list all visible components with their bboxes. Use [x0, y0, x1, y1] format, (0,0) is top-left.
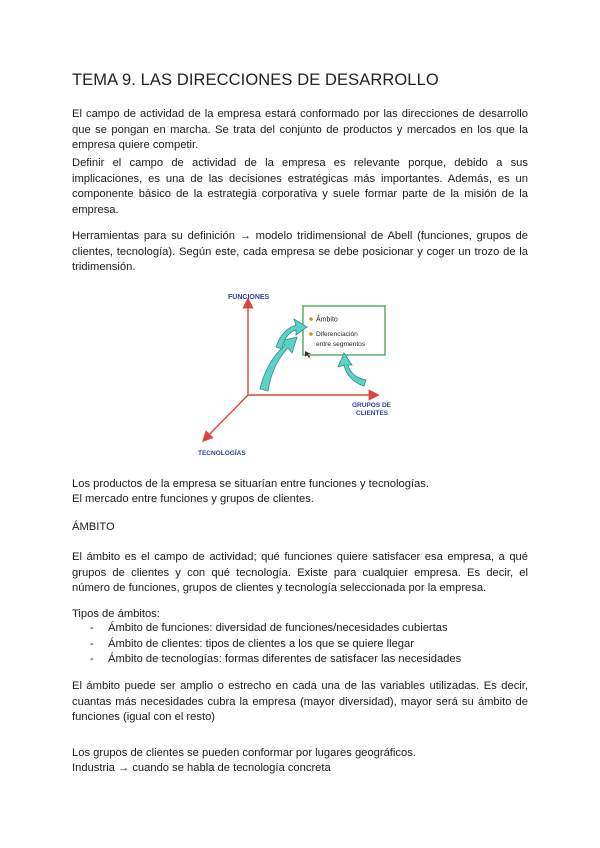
- paragraph-mercado: El mercado entre funciones y grupos de clientes.: [72, 493, 314, 505]
- box-item-diferenciacion-line2: entre segmentos: [316, 341, 366, 348]
- paragraph-herramientas: Herramientas para su definición → modelo tridimensional de Abell (funciones, grupos de clientes, tecnología). Según este, cada empresa se debe posicionar y coger un trozo de la tridimensión.: [72, 230, 528, 274]
- paragraph-definir-campo: Definir el campo de actividad de la empresa es relevante porque, debido a sus implicaciones, es una de las decisiones estratégicas más importantes. Además, es un componente básico de la estrategia corporativa y suele formar parte de la misión de la empresa.: [72, 157, 528, 216]
- paragraph-industria: Industria → cuando se habla de tecnología concreta: [72, 762, 331, 774]
- axis-label-clientes-line1: GRUPOS DE: [352, 402, 392, 409]
- section-heading-ambito: ÁMBITO: [72, 521, 115, 533]
- axis-tecnologias: [204, 395, 248, 440]
- axis-label-funciones: FUNCIONES: [228, 294, 270, 301]
- box-item-diferenciacion-line1: Diferenciación: [316, 331, 358, 338]
- paragraph-productos: Los productos de la empresa se situarían entre funciones y tecnologías.: [72, 478, 429, 490]
- abell-diagram: [192, 285, 407, 460]
- list-item: [72, 621, 528, 637]
- axis-label-clientes-line2: CLIENTES: [356, 410, 389, 417]
- bullet-icon: [309, 317, 313, 321]
- page-title: TEMA 9. LAS DIRECCIONES DE DESARROLLO: [72, 71, 439, 89]
- paragraph-campo-actividad: El campo de actividad de la empresa estará conformado por las direcciones de desarrollo que se pongan en marcha. Se trata del conjunto de productos y mercados en los que la empresa quiere competir.: [72, 108, 528, 152]
- list-marker: -: [90, 653, 94, 666]
- tipos-list: [72, 621, 528, 668]
- list-item: [72, 652, 528, 668]
- bullet-icon: [309, 332, 313, 336]
- abell-diagram-svg: [192, 285, 407, 460]
- list-item: [72, 637, 528, 653]
- list-marker: -: [90, 622, 94, 634]
- curved-arrow-back-icon: [338, 353, 366, 386]
- list-item-text: Ámbito de clientes: tipos de clientes a los que se quiere llegar: [108, 637, 414, 650]
- paragraph-ambito-definicion: El ámbito es el campo de actividad; qué funciones quiere satisfacer esa empresa, a qué grupos de clientes y con qué tecnología. Existe para cualquier empresa. Es decir, el número de funciones, grupos de clientes y tecnología seleccionada por la empresa.: [72, 551, 528, 595]
- axis-label-tecnologias: TECNOLOGÍAS: [198, 450, 246, 457]
- tipos-heading: Tipos de ámbitos:: [72, 608, 160, 620]
- list-item-text: Ámbito de tecnologías: formas diferentes de satisfacer las necesidades: [108, 653, 462, 666]
- paragraph-grupos-geograficos: Los grupos de clientes se pueden conformar por lugares geográficos.: [72, 747, 416, 759]
- list-marker: -: [90, 637, 94, 650]
- list-item-text: Ámbito de funciones: diversidad de funciones/necesidades cubiertas: [108, 622, 448, 634]
- paragraph-amplio-estrecho: El ámbito puede ser amplio o estrecho en cada una de las variables utilizadas. Es decir, cuantas más necesidades cubra la empresa (mayor diversidad), mayor será su ámbito de funciones (igual con el resto): [72, 680, 528, 724]
- box-item-ambito: Ámbito: [316, 316, 338, 324]
